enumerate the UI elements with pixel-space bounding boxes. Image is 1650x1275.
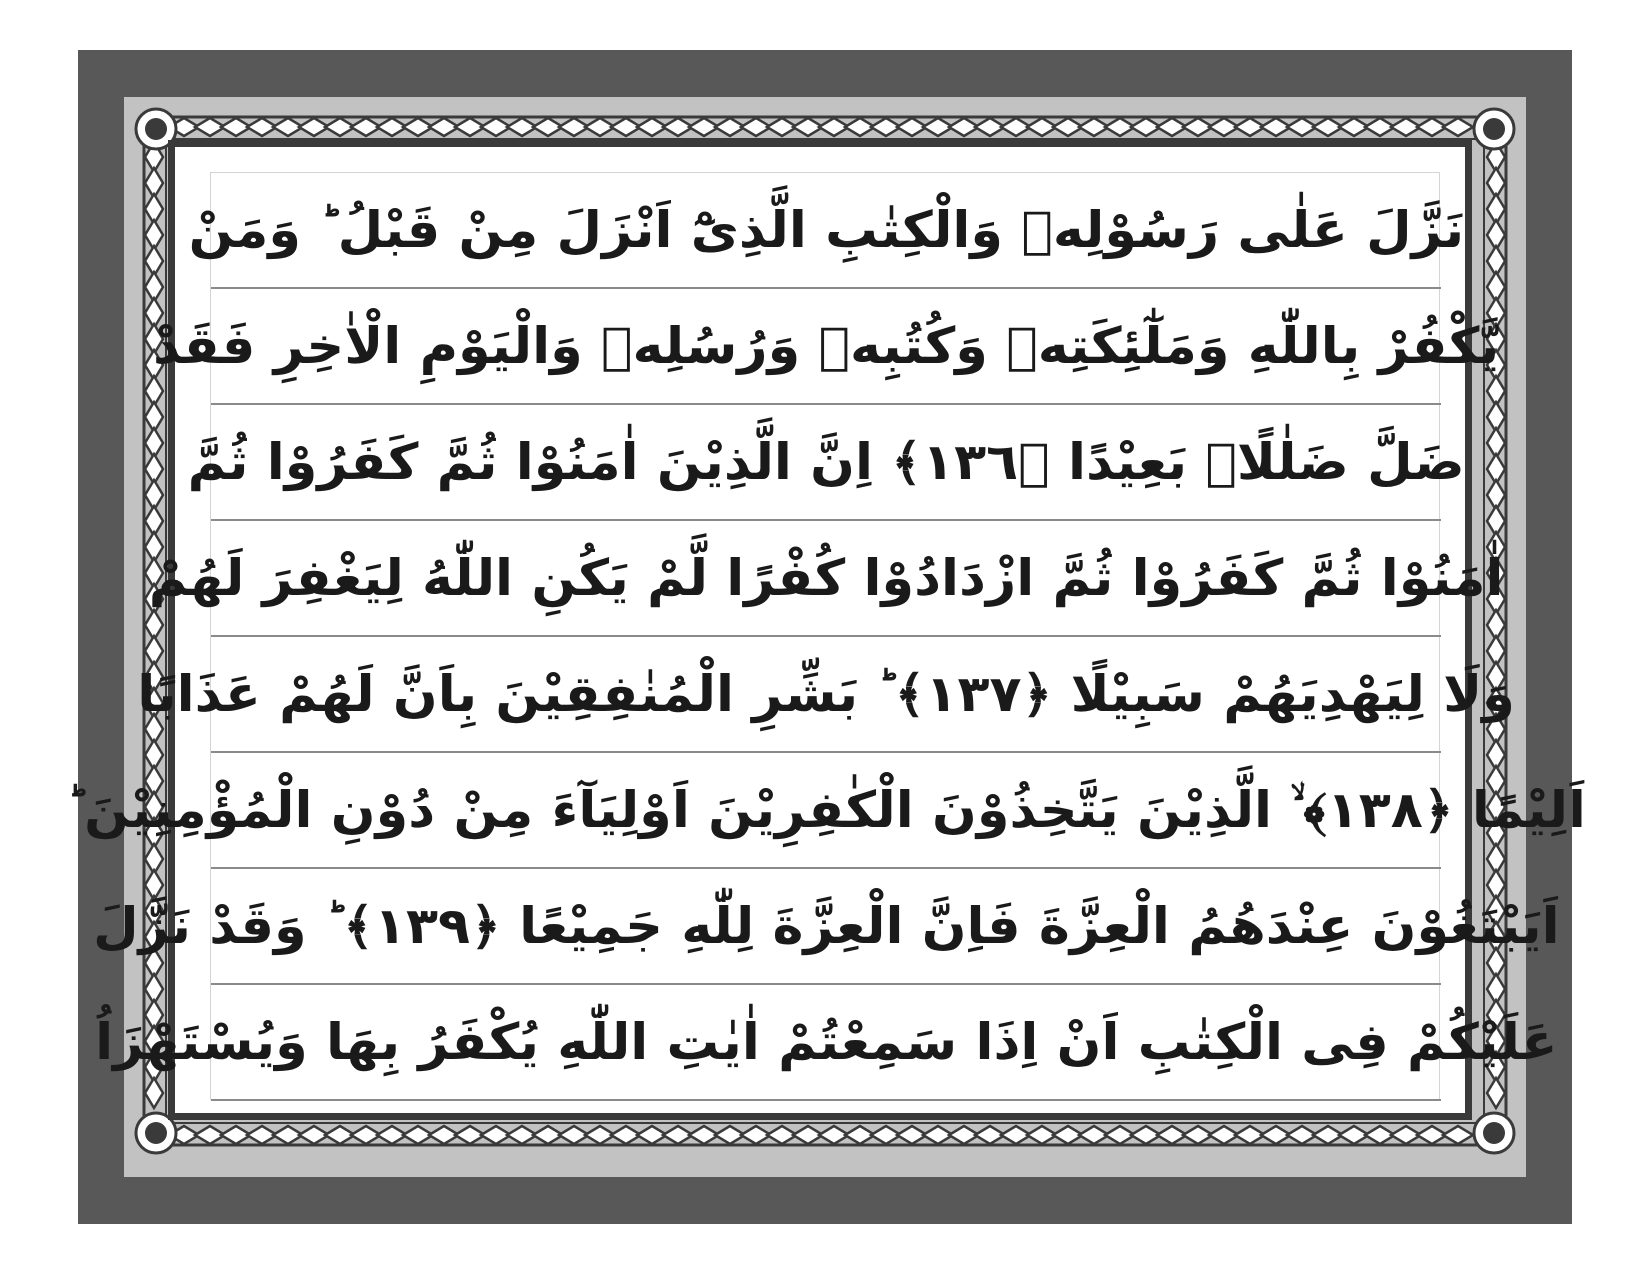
verse-text: اَيَبْتَغُوْنَ عِنْدَهُمُ الْعِزَّةَ فَاِنَّ الْعِزَّةَ لِلّٰهِ جَمِيْعًا ﴿١٣٩﴾ ؕ وَقَدْ نَزَّلَ (92, 897, 1560, 955)
verse-line-4 (148, 521, 1504, 637)
verse-text: اٰمَنُوْا ثُمَّ كَفَرُوْا ثُمَّ ازْدَادُوْا كُفْرًا لَّمْ يَكُنِ اللّٰهُ لِيَغْفِرَ لَهُمْ (148, 549, 1504, 607)
border-diamond (1443, 118, 1473, 136)
verse-line-7 (92, 869, 1560, 985)
verse-text: عَلَيْكُمْ فِى الْكِتٰبِ اَنْ اِذَا سَمِعْتُمْ اٰيٰتِ اللّٰهِ يُكْفَرُ بِهَا وَيُسْتَهْزَاُ (94, 1013, 1558, 1071)
verse-text: ضَلَّ ضَلٰلًاۢ بَعِيْدًا ﴿١٣٦﴾ اِنَّ الَّذِيْنَ اٰمَنُوْا ثُمَّ كَفَرُوْا ثُمَّ (187, 433, 1465, 491)
verse-line-5 (137, 637, 1515, 753)
verse-line-6 (65, 753, 1587, 869)
corner-medallion-dot (145, 118, 167, 140)
corner-medallion-dot (145, 1122, 167, 1144)
border-diamond (1487, 1078, 1505, 1108)
verse-panel (65, 172, 1587, 1100)
verse-text: نَزَّلَ عَلٰى رَسُوْلِهٖ وَالْكِتٰبِ الَّذِىْٓ اَنْزَلَ مِنْ قَبْلُ ؕ وَمَنْ (188, 201, 1464, 259)
verse-text: وَلَا لِيَهْدِيَهُمْ سَبِيْلًا ﴿١٣٧﴾ ؕ بَشِّرِ الْمُنٰفِقِيْنَ بِاَنَّ لَهُمْ عَذَابًا (137, 665, 1515, 723)
verse-text: يَّكْفُرْ بِاللّٰهِ وَمَلٰٓئِكَتِهٖ وَكُتُبِهٖ وَرُسُلِهٖ وَالْيَوْمِ الْاٰخِرِ فَقَدْ (152, 317, 1500, 375)
border-diamond (145, 1078, 163, 1108)
verse-line-3 (187, 405, 1465, 521)
verse-line-2 (152, 289, 1500, 405)
corner-medallion-dot (1483, 118, 1505, 140)
verse-line-8 (94, 985, 1558, 1101)
border-diamond (1443, 1126, 1473, 1144)
verse-line-1 (188, 173, 1464, 289)
corner-medallion-dot (1483, 1122, 1505, 1144)
verse-text: اَلِيْمًا ﴿١٣٨﴾ ۙ الَّذِيْنَ يَتَّخِذُوْنَ الْكٰفِرِيْنَ اَوْلِيَآءَ مِنْ دُوْنِ الْمُؤْمِنِيْنَ ؕ (65, 780, 1587, 839)
